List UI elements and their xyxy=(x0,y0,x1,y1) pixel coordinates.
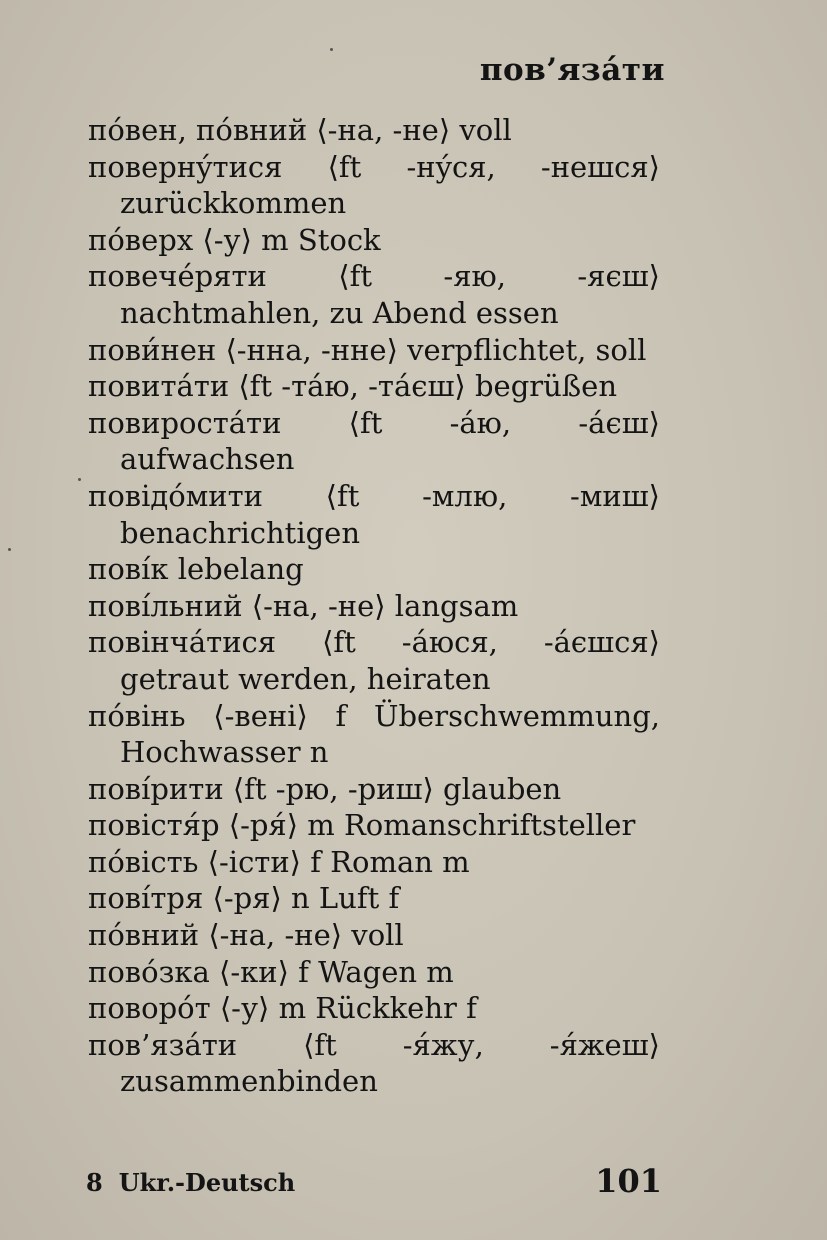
paper-speck xyxy=(8,548,11,551)
dictionary-entry: повиростáти ⟨ft -áю, -áєш⟩ aufwachsen xyxy=(88,405,660,477)
dictionary-entry: пови́нен ⟨-нна, -нне⟩ verpflichtet, soll xyxy=(88,332,647,367)
dictionary-entry: пóвен, пóвний ⟨-на, -не⟩ voll xyxy=(88,113,512,147)
dictionary-entry: пóвість ⟨-істи⟩ f Roman m xyxy=(88,844,470,879)
paper-speck xyxy=(330,48,333,51)
dictionary-entry: пóвінь ⟨-вені⟩ f Überschwemmung, Hochwasser n xyxy=(88,698,660,770)
dictionary-entry: повóзка ⟨-ки⟩ f Wagen m xyxy=(88,954,454,989)
dictionary-entry: повíк lebelang xyxy=(88,552,304,587)
page-footer xyxy=(86,1162,662,1202)
paper-speck xyxy=(78,478,81,481)
dictionary-entry: повечéряти ⟨ft -яю, -яєш⟩ nachtmahlen, zu Abend essen xyxy=(88,259,660,330)
dictionary-entry: повитáти ⟨ft -тáю, -тáєш⟩ begrüßen xyxy=(88,369,618,404)
printer-signature xyxy=(86,1168,295,1197)
dictionary-entry: пов’язáти ⟨ft -я́жу, -я́жеш⟩ zusammenbinden xyxy=(88,1027,660,1099)
running-head: пов’язáти xyxy=(479,52,665,88)
dictionary-entry: повернýтися ⟨ft -нýся, -нешся⟩ zurückkommen xyxy=(88,149,660,221)
dictionary-entry: пóвний ⟨-на, -не⟩ voll xyxy=(88,918,404,953)
dictionary-entry: пóверх ⟨-у⟩ m Stock xyxy=(88,222,381,257)
signature-text: Ukr.-Deutsch xyxy=(118,1168,296,1197)
dictionary-entry: поворóт ⟨-у⟩ m Rückkehr f xyxy=(88,991,477,1026)
signature-number: 8 xyxy=(86,1168,103,1197)
dictionary-entry: повінчáтися ⟨ft -áюся, -áєшся⟩ getraut werden, heiraten xyxy=(88,625,660,696)
dictionary-entry: повідóмити ⟨ft -млю, -миш⟩ benachrichtigen xyxy=(88,478,660,550)
dictionary-entry: повíтря ⟨-ря⟩ n Luft f xyxy=(88,881,400,916)
page-number: 101 xyxy=(595,1162,662,1200)
dictionary-entry: повíльний ⟨-на, -не⟩ langsam xyxy=(88,588,519,623)
dictionary-entry: повістя́р ⟨-ря́⟩ m Romanschriftsteller xyxy=(88,808,636,843)
dictionary-entry: повíрити ⟨ft -рю, -риш⟩ glauben xyxy=(88,771,562,806)
entry-list xyxy=(88,112,660,1100)
